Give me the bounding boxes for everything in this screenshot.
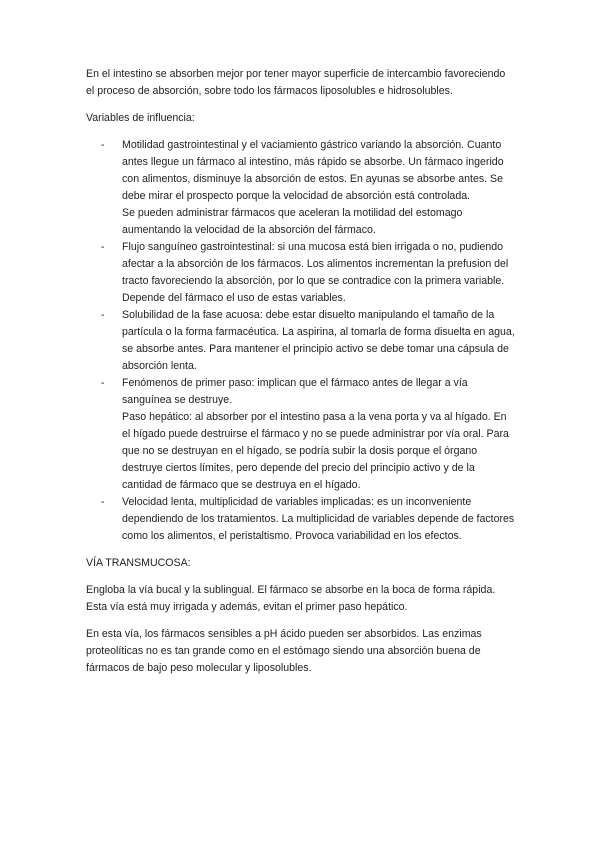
document-page [86,66,516,687]
transmucosa-paragraph-1: Engloba la vía bucal y la sublingual. El fármaco se absorbe en la boca de forma rápida. Esta vía está muy irrigada y además, evitan el primer paso hepático. [86,584,496,613]
bullet-dash: - [101,496,105,508]
bullet-dash: - [101,241,105,253]
variables-list [86,137,516,545]
variables-heading: Variables de influencia: [86,112,195,124]
transmucosa-paragraph-2: En esta vía, los fármacos sensibles a pH ácido pueden ser absorbidos. Las enzimas proteolíticas no es tan grande como en el estómago siendo una absorción buena de fármacos de bajo peso molecular y liposolubles. [86,628,482,674]
intro-paragraph: En el intestino se absorben mejor por tener mayor superficie de intercambio favoreciendo el proceso de absorción, sobre todo los fármacos liposolubles e hidrosolubles. [86,68,506,97]
list-item-text: Motilidad gastrointestinal y el vaciamiento gástrico variando la absorción. Cuanto antes llegue un fármaco al intestino, más rápido se absorbe. Un fármaco ingerido con alimentos, disminuye la absorción de estos. En ayunas se absorbe antes. Se debe mirar el prospecto porque la velocidad de absorción está controlada. [122,139,504,202]
list-item [86,494,516,545]
list-item-text: Solubilidad de la fase acuosa: debe estar disuelto manipulando el tamaño de la partícula o la forma farmacéutica. La aspirina, al tomarla de forma disuelta en agua, se absorbe antes. Para mantener el principio activo se debe tomar una cápsula de absorción lenta. [122,309,515,372]
list-item [86,307,516,375]
list-item-text: Flujo sanguíneo gastrointestinal: si una mucosa está bien irrigada o no, pudiendo afectar a la absorción de los fármacos. Los alimentos incrementan la prefusion del tracto favoreciendo la absorción, por lo que se contradice con la primera variable. Depende del fármaco el uso de estas variables. [122,241,509,304]
list-item [86,375,516,494]
list-item-extra: Paso hepático: al absorber por el intestino pasa a la vena porta y va al hígado. En el hígado puede destruirse el fármaco y no se puede administrar por vía oral. Para que no se destruyan en el hígado, se podría subir la dosis porque el órgano destruye ciertos límites, pero depende del precio del principio activo y de la cantidad de fármaco que se destruya en el hígado. [122,411,509,491]
bullet-dash: - [101,377,105,389]
bullet-dash: - [101,309,105,321]
list-item-text: Velocidad lenta, multiplicidad de variables implicadas: es un inconveniente dependiendo de los tratamientos. La multiplicidad de variables depende de factores como los alimentos, el peristaltismo. Provoca variabilidad en los efectos. [122,496,515,542]
section-heading: VÍA TRANSMUCOSA: [86,557,191,569]
bullet-dash: - [101,139,105,151]
list-item [86,239,516,307]
list-item [86,137,516,239]
list-item-extra: Se pueden administrar fármacos que aceleran la motilidad del estomago aumentando la velocidad de la absorción del fármaco. [122,207,463,236]
list-item-text: Fenómenos de primer paso: implican que el fármaco antes de llegar a vía sanguínea se destruye. [122,377,468,406]
